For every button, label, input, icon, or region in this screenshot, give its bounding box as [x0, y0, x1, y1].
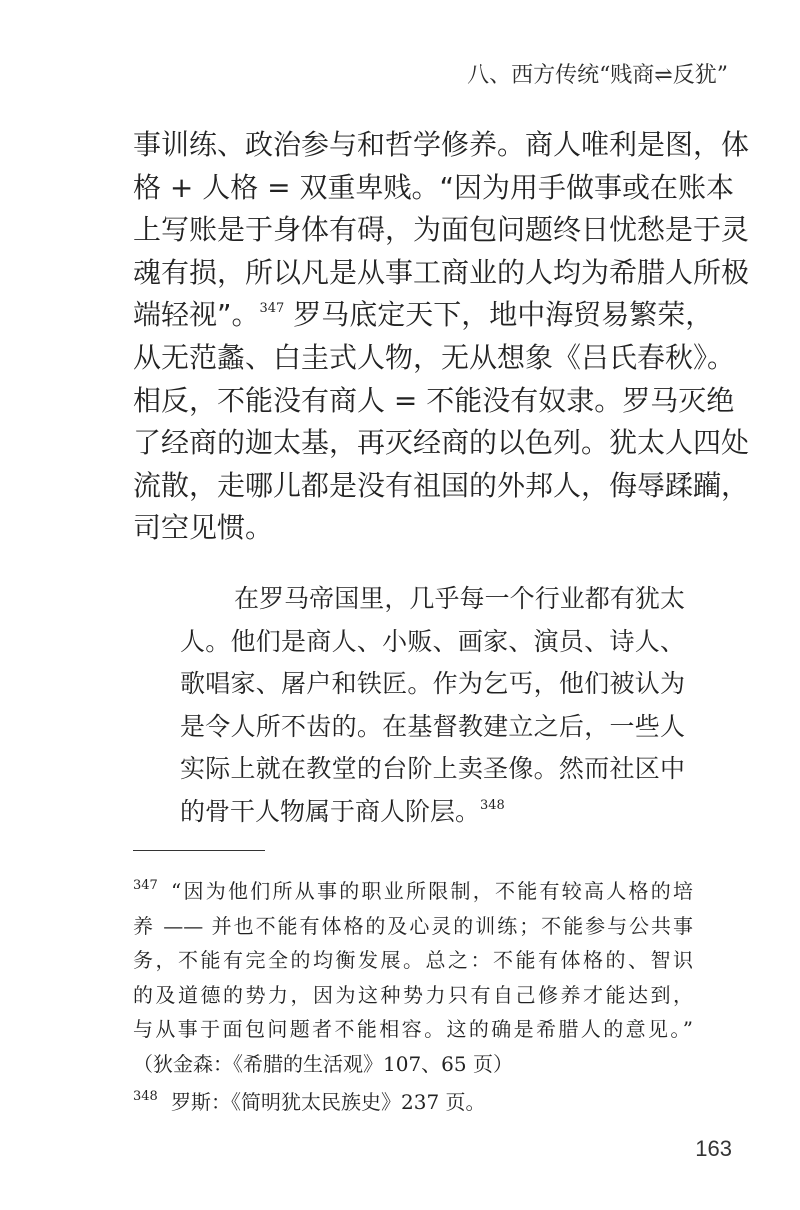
body-text-segment: 罗马底定天下，地中海贸易繁荣，: [293, 298, 714, 332]
quote-line: 是令人所不齿的。在基督教建立之后，一些人: [180, 711, 685, 741]
body-paragraph: [133, 124, 750, 550]
footnote-ref-347[interactable]: 347: [259, 301, 285, 317]
footnote-347-line: 与从事于面包问题者不能相容。这的确是希腊人的意见。”: [133, 1017, 693, 1041]
body-line: 从无范蠡、白圭式人物，无从想象《吕氏春秋》。: [133, 340, 736, 374]
body-line: 相反，不能没有商人 = 不能没有奴隶。罗马灭绝: [133, 383, 735, 417]
footnote-text: “因为他们所从事的职业所限制，不能有较高人格的培: [171, 879, 693, 903]
body-line: 格 + 人格 = 双重卑贱。“因为用手做事或在账本: [133, 170, 735, 204]
body-line: [133, 294, 714, 337]
quote-line: 歌唱家、屠户和铁匠。作为乞丐，他们被认为: [180, 669, 685, 699]
footnote-347-line: 务，不能有完全的均衡发展。总之：不能有体格的、智识: [133, 948, 693, 972]
footnote-number-347: 347: [133, 878, 158, 893]
footnote-ref-348[interactable]: 348: [480, 797, 505, 813]
footnote-347-line: （狄金森：《希腊的生活观》107、65 页）: [133, 1051, 513, 1076]
footnote-348-line: [133, 1085, 693, 1120]
body-line: 事训练、政治参与和哲学修养。商人唯利是图，体: [133, 128, 750, 161]
footnotes: [133, 874, 693, 1120]
body-line: 上写账是于身体有碍，为面包问题终日忧愁是于灵: [133, 213, 750, 247]
quote-line: [180, 791, 685, 834]
page-number: 163: [695, 1136, 732, 1161]
footnote-347-line: [133, 874, 693, 909]
footnote-divider: [133, 850, 265, 851]
quote-text-segment: 的骨干人物属于商人阶层。: [180, 796, 481, 826]
quote-line: 人。他们是商人、小贩、画家、演员、诗人、: [180, 626, 685, 656]
body-line: 了经商的迦太基，再灭经商的以色列。犹太人四处: [133, 426, 750, 460]
body-text-segment: 端轻视”。: [133, 298, 260, 332]
quote-line: 实际上就在教堂的台阶上卖圣像。然而社区中: [180, 754, 685, 784]
body-line: 流散，走哪儿都是没有祖国的外邦人，侮辱蹂躏，: [133, 468, 750, 502]
body-line: 魂有损，所以凡是从事工商业的人均为希腊人所极: [133, 255, 750, 289]
footnote-text: 罗斯：《简明犹太民族史》237 页。: [171, 1090, 486, 1114]
footnote-347-line: 的及道德的势力，因为这种势力只有自己修养才能达到，: [133, 982, 693, 1007]
body-line: 司空见惯。: [133, 511, 274, 545]
quote-line: 在罗马帝国里，几乎每一个行业都有犹太: [234, 584, 685, 613]
block-quote: [180, 578, 685, 834]
footnote-347-line: 养 —— 并也不能有体格的及心灵的训练；不能参与公共事: [133, 913, 693, 938]
running-head: 八、西方传统“贱商⇌反犹”: [467, 63, 728, 88]
footnote-number-348: 348: [133, 1089, 158, 1104]
